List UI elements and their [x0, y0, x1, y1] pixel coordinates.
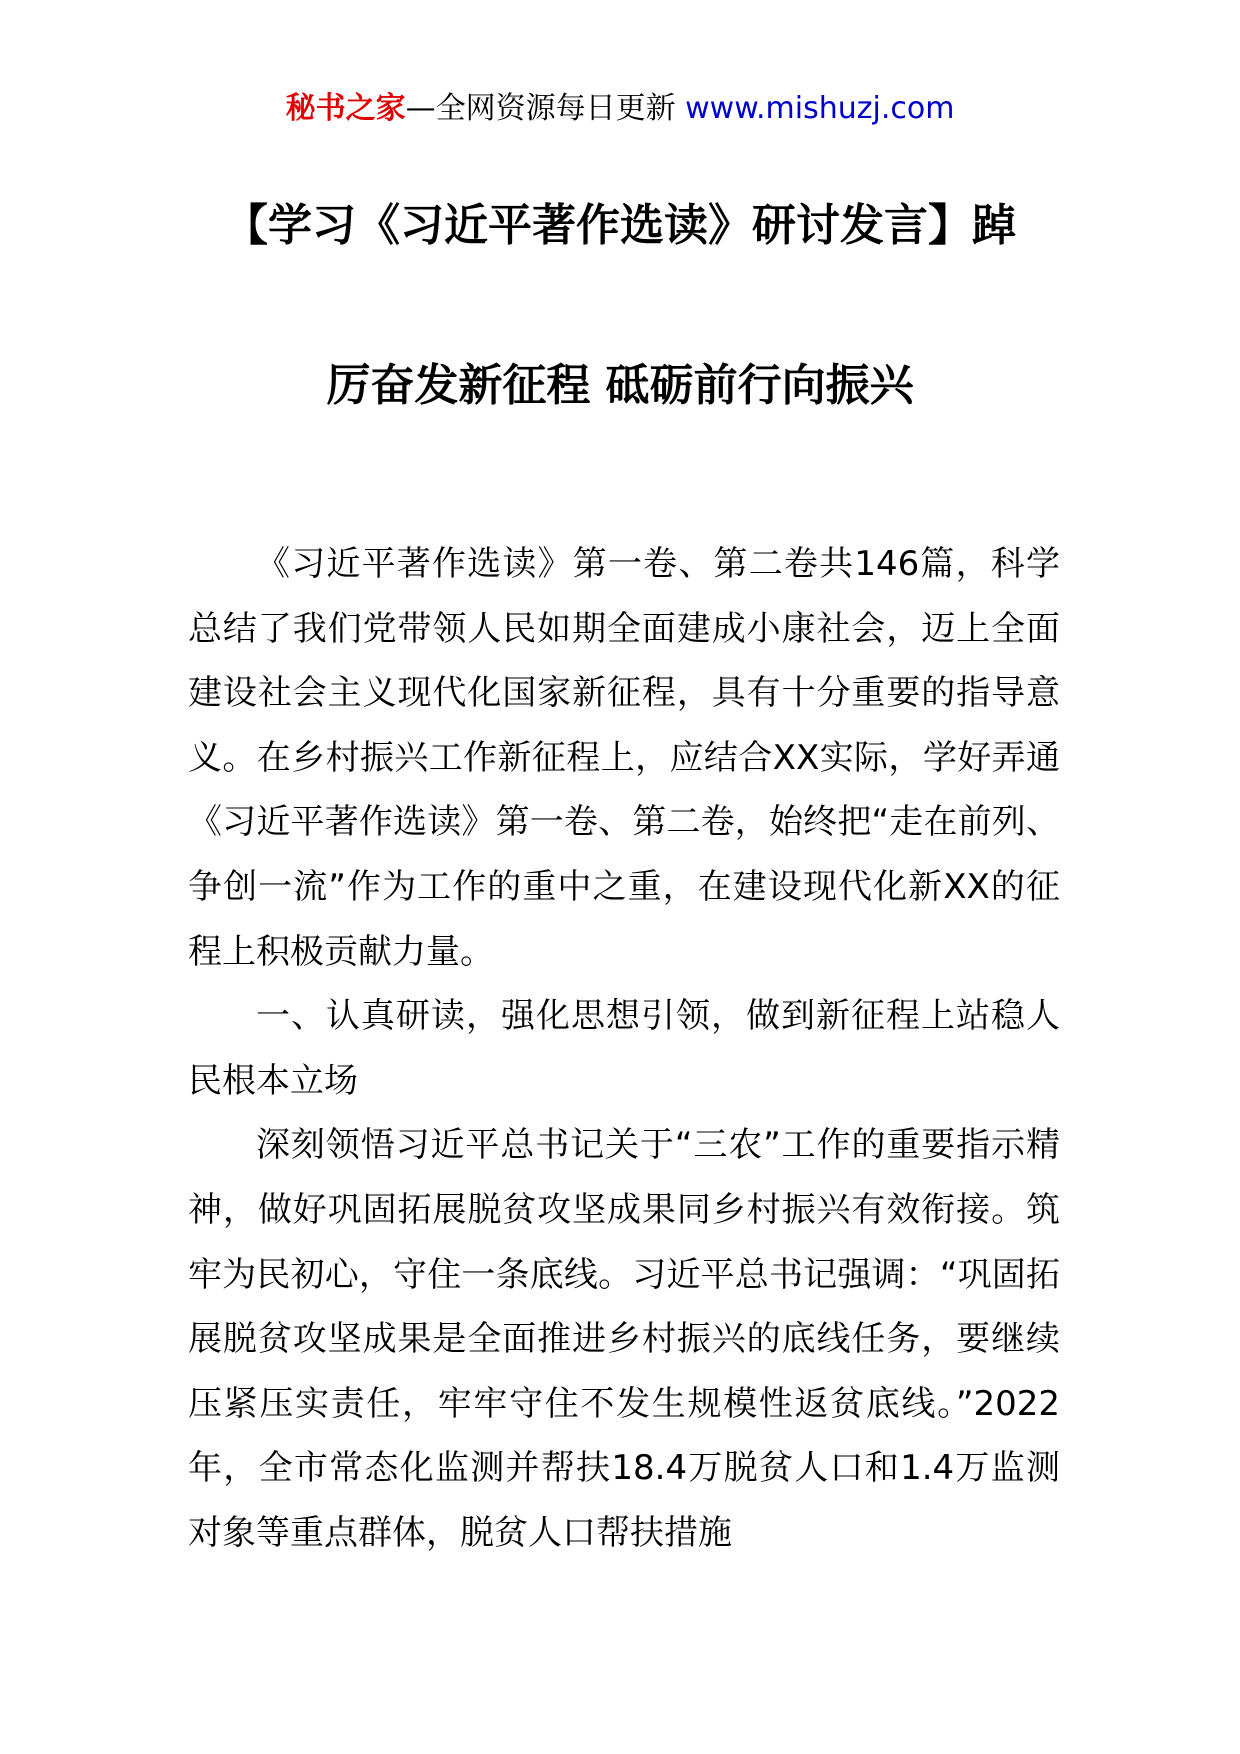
- document-title-line-2: 厉奋发新征程 砥砺前行向振兴: [326, 360, 914, 411]
- section-heading-1: 一、认真研读，强化思想引领，做到新征程上站稳人民根本立场: [188, 996, 1060, 1101]
- document-title-line-1: 【学习《习近平著作选读》研讨发言】踔: [224, 200, 1016, 251]
- site-brand: 秘书之家: [285, 91, 406, 126]
- paragraph-section-1: 深刻领悟习近平总书记关于“三农”工作的重要指示精神，做好巩固拓展脱贫攻坚成果同乡村振兴有效衔接。筑牢为民初心，守住一条底线。习近平总书记强调：“巩固拓展脱贫攻坚成果是全面推进乡村振兴的底线任务，要继续压紧压实责任，牢牢守住不发生规模性返贫底线。”2022年，全市常态化监测并帮扶18.4万脱贫人口和1.4万监测对象等重点群体，脱贫人口帮扶措施: [188, 1125, 1060, 1553]
- site-header: [0, 88, 1240, 130]
- document-body: [188, 532, 1060, 1566]
- site-tagline: —全网资源每日更新: [405, 91, 676, 126]
- site-url-link[interactable]: www.mishuzj.com: [685, 91, 955, 126]
- paragraph-intro: 《习近平著作选读》第一卷、第二卷共146篇，科学总结了我们党带领人民如期全面建成小康社会，迈上全面建设社会主义现代化国家新征程，具有十分重要的指导意义。在乡村振兴工作新征程上，应结合XX实际，学好弄通《习近平著作选读》第一卷、第二卷，始终把“走在前列、争创一流”作为工作的重中之重，在建设现代化新XX的征程上积极贡献力量。: [188, 544, 1060, 972]
